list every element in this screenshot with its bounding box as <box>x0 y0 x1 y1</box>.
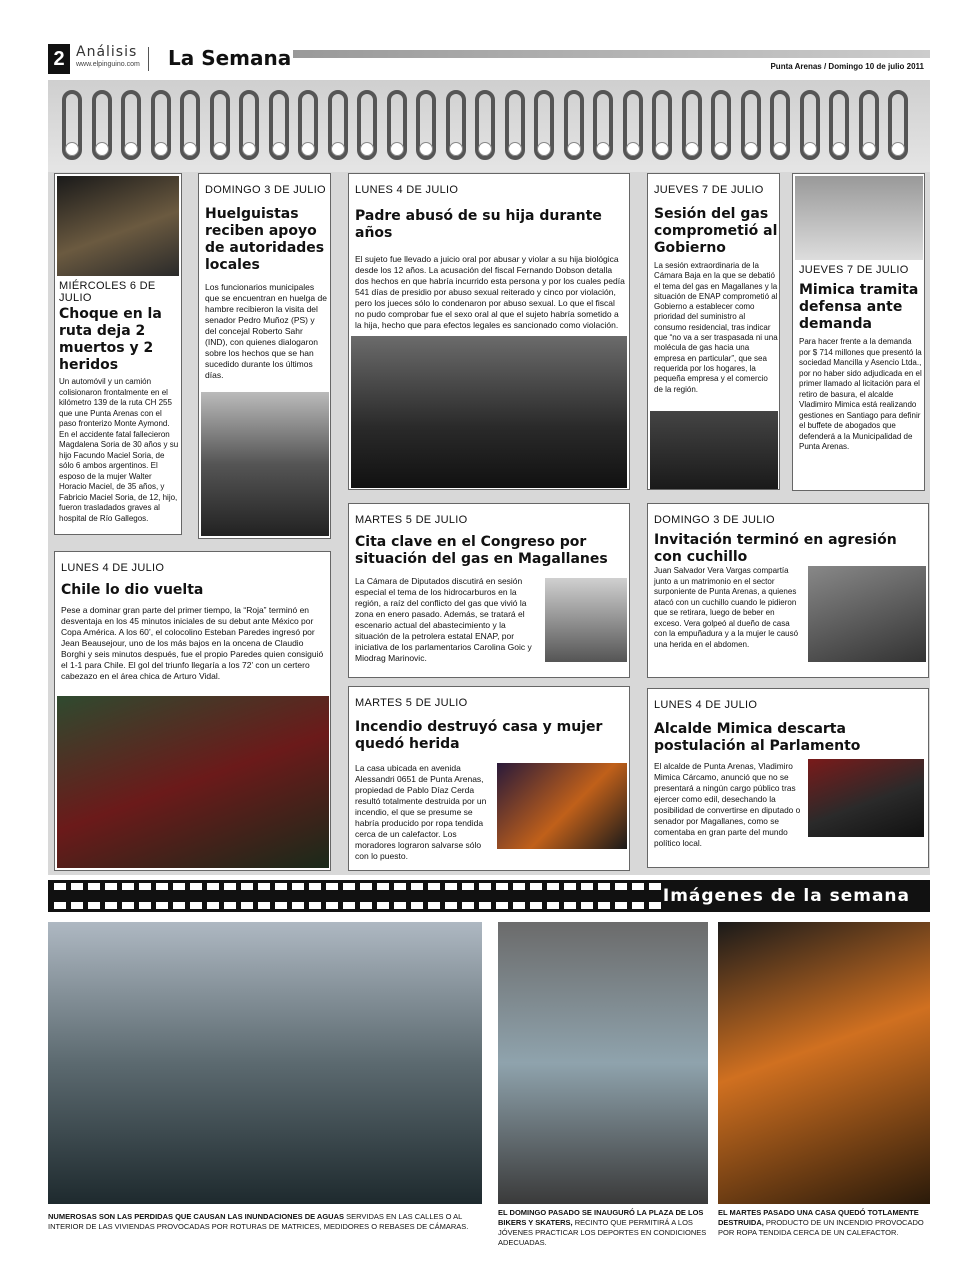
story-date: MARTES 5 DE JULIO <box>355 697 468 709</box>
film-perforation <box>292 883 304 890</box>
story-headline: Sesión del gas comprometió al Gobierno <box>654 206 778 256</box>
story-body: Un automóvil y un camión colisionaron frontalmente en el kilómetro 139 de la ruta CH 255 que une Punta Arenas con el paso fronterizo Monte Aymond. En el accidente fatal fallecieron Magdalena Soria de 30 años y su hijo Facundo Maciel Soria, de sólo 6 ambos argentinos. El esposo de la mujer Walter Horacio Maciel, de 35 años, y Fabricio Maciel Soria, de 12, hijo, fueron trasladados graves al hospital de Río Gallegos. <box>59 377 179 523</box>
film-perforation <box>428 902 440 909</box>
brand-url: www.elpinguino.com <box>76 61 140 68</box>
story-headline: Cita clave en el Congreso por situación del gas en Magallanes <box>355 534 608 567</box>
punch-hole <box>419 142 433 156</box>
story-headline: Choque en la ruta deja 2 muertos y 2 heridos <box>59 306 162 373</box>
film-perforation <box>615 902 627 909</box>
film-perforation <box>343 902 355 909</box>
caption-text: SERVIDAS EN LAS CALLES O AL INTERIOR DE LAS VIVIENDAS PROVOCADAS POR ROTURAS DE MATRICES, MEDIDORES O REBASES DE CÁMARAS. <box>48 1212 469 1231</box>
film-perforation <box>377 902 389 909</box>
punch-hole <box>301 142 315 156</box>
film-perforation <box>309 883 321 890</box>
film-perforation <box>462 902 474 909</box>
film-perforation <box>581 902 593 909</box>
film-perforation <box>224 883 236 890</box>
story-date: DOMINGO 3 DE JULIO <box>205 184 326 196</box>
punch-hole <box>95 142 109 156</box>
biker-photo <box>498 922 708 1204</box>
film-perforation <box>445 902 457 909</box>
caption-biker <box>498 1208 710 1248</box>
aggression-photo <box>808 566 926 662</box>
film-perforation <box>241 902 253 909</box>
story-body: La sesión extraordinaria de la Cámara Baja en la que se debatió el tema del gas en Magallanes y la situación de ENAP comprometió al Gobierno a establecer como prioridad del suministro al consumo residencial, tras indicar que “no va a ser traspasada ni una molécula de gas hacia una empresa en particular”, que sea requerida por los hogares, la pequeña empresa y el comercio de la región. <box>654 261 778 394</box>
punch-hole <box>449 142 463 156</box>
gallery-banner <box>48 880 930 912</box>
film-perforation <box>411 902 423 909</box>
film-perforation <box>581 883 593 890</box>
film-perforation <box>71 883 83 890</box>
punch-hole <box>124 142 138 156</box>
huelguistas-photo <box>201 392 329 536</box>
congress-photo <box>545 578 627 662</box>
film-perforation <box>564 902 576 909</box>
film-perforation <box>156 883 168 890</box>
film-perforation <box>513 883 525 890</box>
film-perforation <box>88 902 100 909</box>
news-board <box>48 80 930 875</box>
caption-text: RECINTO QUE PERMITIRÁ A LOS JÓVENES PRACTICAR LOS DEPORTES EN CONDICIONES ADECUADAS. <box>498 1218 707 1247</box>
spiral-binding <box>48 80 930 172</box>
punch-hole <box>744 142 758 156</box>
film-perforation <box>190 902 202 909</box>
film-perforation <box>547 902 559 909</box>
film-perforation <box>122 902 134 909</box>
section-title: La Semana <box>168 46 292 70</box>
story-alcalde <box>647 688 929 868</box>
punch-hole <box>478 142 492 156</box>
punch-hole <box>655 142 669 156</box>
film-perforation <box>428 883 440 890</box>
punch-hole <box>242 142 256 156</box>
punch-hole <box>714 142 728 156</box>
film-perforation <box>496 883 508 890</box>
flood-photo <box>48 922 482 1204</box>
punch-hole <box>537 142 551 156</box>
punch-hole <box>891 142 905 156</box>
punch-hole <box>596 142 610 156</box>
story-padre <box>348 173 630 490</box>
film-perforation <box>122 883 134 890</box>
film-perforation <box>496 902 508 909</box>
punch-hole <box>803 142 817 156</box>
film-perforation <box>190 883 202 890</box>
film-perforation <box>309 902 321 909</box>
story-invitacion <box>647 503 929 678</box>
film-perforation <box>326 902 338 909</box>
brand-logo: Análisis <box>76 44 138 60</box>
punch-hole <box>508 142 522 156</box>
film-perforation <box>598 883 610 890</box>
film-perforation <box>207 902 219 909</box>
story-incendio <box>348 686 630 871</box>
story-headline: Alcalde Mimica descarta postulación al Parlamento <box>654 721 861 754</box>
punch-hole <box>567 142 581 156</box>
film-perforation <box>156 902 168 909</box>
story-headline: Incendio destruyó casa y mujer quedó herida <box>355 719 603 752</box>
story-chile <box>54 551 331 871</box>
film-perforation <box>377 883 389 890</box>
punch-hole <box>862 142 876 156</box>
story-body: El alcalde de Punta Arenas, Vladimiro Mimica Cárcamo, anunció que no se presentará a ningún cargo público tras ejercer como edil, desechando la posibilidad de convertirse en diputado o senador por Magallanes, como se comentaba en gran parte del mundo político local. <box>654 761 801 848</box>
story-body: Para hacer frente a la demanda por $ 714 millones que presentó la sociedad Mancilla y Asencio Ltda., por no haber sido adjudicada en el primer llamado al licitación para el retiro de basura, el alcalde Vladimiro Mimica está realizando gestiones en Santiago para definir el buffete de abogados que defenderá a la Municipalidad de Punta Arenas. <box>799 337 922 451</box>
film-perforation <box>360 883 372 890</box>
film-perforation <box>632 902 644 909</box>
alcalde-photo <box>808 759 924 837</box>
page-header <box>48 44 930 74</box>
film-perforation <box>326 883 338 890</box>
film-perforation <box>479 883 491 890</box>
soccer-photo <box>57 696 329 868</box>
fire-photo <box>497 763 627 849</box>
film-perforation <box>598 902 610 909</box>
gallery-title: Imágenes de la semana <box>662 886 910 906</box>
film-perforation <box>258 883 270 890</box>
film-perforation <box>530 883 542 890</box>
story-body: La Cámara de Diputados discutirá en sesión especial el tema de los hidrocarburos en la región, a raíz del conflicto del gas que vivió la zona en enero pasado. Además, se tratará el escenario actual del abastecimiento y la situación de la petrolera estatal ENAP, por iniciativa de los parlamentarios Carolina Goic y Miodrag Marinovic. <box>355 576 532 663</box>
film-perforation <box>241 883 253 890</box>
film-perforation <box>105 883 117 890</box>
punch-hole <box>685 142 699 156</box>
punch-hole <box>331 142 345 156</box>
story-mimica-demanda <box>792 173 925 491</box>
film-perforation <box>275 902 287 909</box>
film-perforation <box>54 883 66 890</box>
film-perforation <box>292 902 304 909</box>
story-date: DOMINGO 3 DE JULIO <box>654 514 775 526</box>
film-perforation <box>173 902 185 909</box>
story-headline: Huelguistas reciben apoyo de autoridades locales <box>205 206 325 273</box>
film-perforation <box>139 883 151 890</box>
film-perforation <box>479 902 491 909</box>
punch-hole <box>154 142 168 156</box>
film-perforation <box>632 883 644 890</box>
story-body: Los funcionarios municipales que se encuentran en huelga de hambre recibieron la visita del senador Pedro Muñoz (PS) y del concejal Roberto Sahr (IND), con quienes dialogaron sobre los hechos que se han sucedido durante los últimos días. <box>205 282 327 380</box>
film-perforation <box>105 902 117 909</box>
story-date: MARTES 5 DE JULIO <box>355 514 468 526</box>
mimica-walking-photo <box>795 176 923 260</box>
film-perforation <box>513 902 525 909</box>
punch-hole <box>213 142 227 156</box>
punch-hole <box>272 142 286 156</box>
story-headline: Chile lo dio vuelta <box>61 582 204 598</box>
page-number: 2 <box>48 44 70 74</box>
burning-house-photo <box>718 922 930 1204</box>
film-perforation <box>258 902 270 909</box>
story-date: LUNES 4 DE JULIO <box>355 184 459 196</box>
caption-lead: EL DOMINGO PASADO SE INAUGURÓ LA PLAZA DE LOS BIKERS Y SKATERS, <box>498 1208 704 1227</box>
film-perforation <box>462 883 474 890</box>
punch-hole <box>183 142 197 156</box>
story-body: Juan Salvador Vera Vargas compartía junto a un matrimonio en el sector surponiente de Punta Arenas, a quienes atacó con un cuchillo cuando le pidieron que se retirara, luego de beber en exceso. Vera golpeó al dueño de casa con la empuñadura y a la mujer le causó una herida en el abdomen. <box>654 566 799 649</box>
punch-hole <box>773 142 787 156</box>
crash-photo <box>57 176 179 276</box>
film-perforation <box>615 883 627 890</box>
punch-hole <box>65 142 79 156</box>
caption-lead: EL MARTES PASADO UNA CASA QUEDÓ TOTLAMENTE DESTRUIDA, <box>718 1208 919 1227</box>
film-perforation <box>275 883 287 890</box>
story-sesion <box>647 173 780 490</box>
film-perforation <box>547 883 559 890</box>
punch-hole <box>832 142 846 156</box>
film-perforation <box>71 902 83 909</box>
film-perforation <box>88 883 100 890</box>
story-huelguistas <box>198 173 331 539</box>
story-headline: Mimica tramita defensa ante demanda <box>799 282 919 332</box>
header-divider <box>148 47 149 71</box>
film-perforation <box>360 902 372 909</box>
session-photo <box>650 411 778 489</box>
film-perforation <box>173 883 185 890</box>
story-body: La casa ubicada en avenida Alessandri 0651 de Punta Arenas, propiedad de Pablo Díaz Cerda resultó totalmente destruida por un incendio, el que se presume se habría producido por ropa tendida cerca de un calefactor. Los moradores lograron salvarse sólo con lo puesto. <box>355 763 487 861</box>
punch-hole <box>360 142 374 156</box>
film-perforation <box>411 883 423 890</box>
story-headline: Invitación terminó en agresión con cuchillo <box>654 532 897 565</box>
story-date: JUEVES 7 DE JULIO <box>799 264 909 276</box>
story-date: JUEVES 7 DE JULIO <box>654 184 764 196</box>
film-perforation <box>564 883 576 890</box>
caption-flood <box>48 1212 482 1232</box>
film-perforation <box>139 902 151 909</box>
film-perforation <box>54 902 66 909</box>
story-body: Pese a dominar gran parte del primer tiempo, la “Roja” terminó en desventaja en los 45 minutos iniciales de su debut ante México por Copa América. A los 60’, el colocolino Esteban Paredes ingresó por Jean Beausejour, uno de los más bajos en la oncena de Claudio Borghi y seis minutos después, fue el propio Paredes quien consiguió el 1-1 para Chile. El gol del triunfo llegaría a los 72’ con un certero cabezazo en el área chica de Arturo Vidal. <box>61 605 324 681</box>
header-band <box>293 50 930 58</box>
story-cita <box>348 503 630 678</box>
punch-hole <box>390 142 404 156</box>
story-choque <box>54 173 182 535</box>
caption-lead: NUMEROSAS SON LAS PERDIDAS QUE CAUSAN LAS INUNDACIONES DE AGUAS <box>48 1212 344 1221</box>
film-perforation <box>394 883 406 890</box>
film-perforation <box>530 902 542 909</box>
story-date: LUNES 4 DE JULIO <box>654 699 758 711</box>
dateline: Punta Arenas / Domingo 10 de julio 2011 <box>770 62 924 71</box>
film-perforation <box>394 902 406 909</box>
film-perforation <box>649 883 661 890</box>
story-headline: Padre abusó de su hija durante años <box>355 208 602 241</box>
story-body: El sujeto fue llevado a juicio oral por abusar y violar a su hija biológica desde los 12 años. La acusación del fiscal Fernando Dobson detalla dos hechos en que habría incurrido esta persona y por los cuales pedía 541 días de presidio por abuso sexual reiterado y cinco por violación, pero los jueces sólo lo condenaron por abuso sexual. Lo que el fiscal no pudo comprobar fue el sexo oral al que el sujeto habría sometido a la hija, hecho que para efectos legales es sancionado como violación. <box>355 254 625 330</box>
film-perforation <box>445 883 457 890</box>
film-perforation <box>207 883 219 890</box>
caption-text: PRODUCTO DE UN INCENDIO PROVOCADO POR ROPA TENDIDA CERCA DE UN CALEFACTOR. <box>718 1218 924 1237</box>
caption-fire <box>718 1208 930 1238</box>
punch-hole <box>626 142 640 156</box>
court-photo <box>351 336 627 488</box>
film-perforation <box>224 902 236 909</box>
film-perforation <box>343 883 355 890</box>
story-date: MIÉRCOLES 6 DE JULIO <box>59 280 156 304</box>
story-date: LUNES 4 DE JULIO <box>61 562 165 574</box>
film-perforation <box>649 902 661 909</box>
